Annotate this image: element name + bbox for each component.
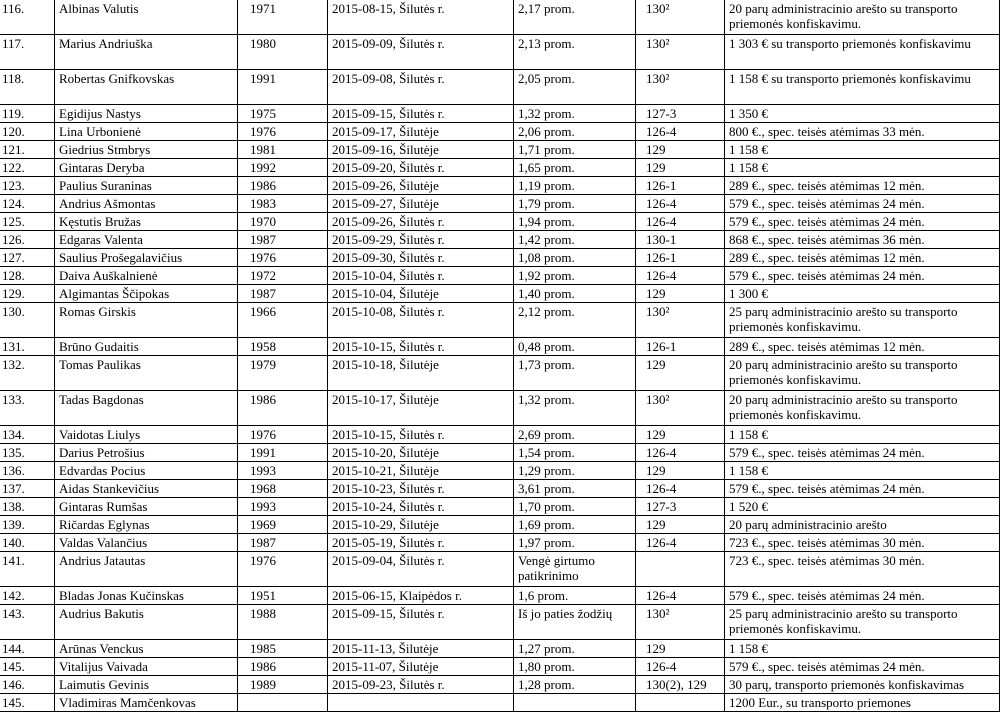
row-name: Saulius Prošegalavičius <box>55 249 238 267</box>
row-name: Lina Urbonienė <box>55 123 238 141</box>
row-date-place: 2015-09-26, Šilutėje <box>328 177 514 195</box>
row-name: Andrius Jatautas <box>55 552 238 587</box>
row-article: 130² <box>636 605 725 640</box>
row-penalty: 1 303 € su transporto priemonės konfiskavimu <box>725 35 1000 70</box>
row-name: Albinas Valutis <box>55 0 238 35</box>
row-number: 118. <box>0 70 55 105</box>
table-row <box>0 534 1000 552</box>
row-date-place: 2015-09-30, Šilutės r. <box>328 249 514 267</box>
row-number: 130. <box>0 303 55 338</box>
row-name: Gintaras Rumšas <box>55 498 238 516</box>
row-birth-year: 1992 <box>238 159 328 177</box>
row-penalty: 1 158 € <box>725 462 1000 480</box>
row-penalty: 20 parų administracinio arešto <box>725 516 1000 534</box>
row-name: Vaidotas Liulys <box>55 426 238 444</box>
table-row <box>0 676 1000 694</box>
row-promille: 1,42 prom. <box>514 231 636 249</box>
table-row <box>0 356 1000 391</box>
row-name: Brūno Gudaitis <box>55 338 238 356</box>
row-promille: 1,19 prom. <box>514 177 636 195</box>
row-number: 123. <box>0 177 55 195</box>
row-birth-year: 1987 <box>238 231 328 249</box>
row-article: 126-4 <box>636 480 725 498</box>
row-article: 129 <box>636 285 725 303</box>
row-promille: 2,12 prom. <box>514 303 636 338</box>
row-promille <box>514 694 636 712</box>
row-penalty: 579 €., spec. teisės atėmimas 24 mėn. <box>725 658 1000 676</box>
row-promille: 1,97 prom. <box>514 534 636 552</box>
row-promille: 1,54 prom. <box>514 444 636 462</box>
row-birth-year: 1980 <box>238 35 328 70</box>
row-article: 127-3 <box>636 105 725 123</box>
row-birth-year: 1976 <box>238 552 328 587</box>
row-name: Arūnas Venckus <box>55 640 238 658</box>
row-penalty: 1 158 € <box>725 426 1000 444</box>
row-birth-year <box>238 694 328 712</box>
row-penalty: 1 520 € <box>725 498 1000 516</box>
row-date-place: 2015-06-15, Klaipėdos r. <box>328 587 514 605</box>
row-birth-year: 1991 <box>238 70 328 105</box>
row-date-place: 2015-10-23, Šilutės r. <box>328 480 514 498</box>
row-penalty: 20 parų administracinio arešto su transporto priemonės konfiskavimu. <box>725 0 1000 35</box>
table-row <box>0 0 1000 35</box>
row-date-place: 2015-10-08, Šilutės r. <box>328 303 514 338</box>
row-article: 127-3 <box>636 498 725 516</box>
table-row <box>0 141 1000 159</box>
row-number: 117. <box>0 35 55 70</box>
row-name: Paulius Suraninas <box>55 177 238 195</box>
row-date-place: 2015-09-16, Šilutėje <box>328 141 514 159</box>
row-date-place: 2015-10-29, Šilutėje <box>328 516 514 534</box>
row-article: 129 <box>636 516 725 534</box>
row-date-place: 2015-10-17, Šilutėje <box>328 391 514 426</box>
row-date-place: 2015-05-19, Šilutės r. <box>328 534 514 552</box>
row-promille: 2,05 prom. <box>514 70 636 105</box>
row-date-place: 2015-09-15, Šilutės r. <box>328 605 514 640</box>
row-article: 130² <box>636 35 725 70</box>
row-penalty: 20 parų administracinio arešto su transporto priemonės konfiskavimu. <box>725 391 1000 426</box>
table-row <box>0 658 1000 676</box>
row-number: 136. <box>0 462 55 480</box>
row-birth-year: 1987 <box>238 534 328 552</box>
row-article: 126-4 <box>636 123 725 141</box>
row-birth-year: 1979 <box>238 356 328 391</box>
row-promille: 1,32 prom. <box>514 105 636 123</box>
row-number: 125. <box>0 213 55 231</box>
row-birth-year: 1993 <box>238 462 328 480</box>
row-penalty: 579 €., spec. teisės atėmimas 24 mėn. <box>725 444 1000 462</box>
row-number: 135. <box>0 444 55 462</box>
table-row <box>0 516 1000 534</box>
table-row <box>0 249 1000 267</box>
row-birth-year: 1976 <box>238 249 328 267</box>
table-row <box>0 213 1000 231</box>
row-number: 142. <box>0 587 55 605</box>
row-name: Andrius Ašmontas <box>55 195 238 213</box>
row-date-place: 2015-09-09, Šilutės r. <box>328 35 514 70</box>
row-date-place: 2015-09-17, Šilutėje <box>328 123 514 141</box>
row-article: 126-4 <box>636 534 725 552</box>
row-date-place: 2015-08-15, Šilutės r. <box>328 0 514 35</box>
row-name: Romas Girskis <box>55 303 238 338</box>
row-promille: 2,69 prom. <box>514 426 636 444</box>
row-number: 126. <box>0 231 55 249</box>
row-date-place: 2015-10-15, Šilutės r. <box>328 426 514 444</box>
row-name: Valdas Valančius <box>55 534 238 552</box>
row-article: 130-1 <box>636 231 725 249</box>
row-name: Bladas Jonas Kučinskas <box>55 587 238 605</box>
row-number: 144. <box>0 640 55 658</box>
row-number: 138. <box>0 498 55 516</box>
table-row <box>0 105 1000 123</box>
row-article: 130² <box>636 0 725 35</box>
row-penalty: 579 €., spec. teisės atėmimas 24 mėn. <box>725 195 1000 213</box>
row-promille: 1,79 prom. <box>514 195 636 213</box>
table-row <box>0 694 1000 712</box>
table-row <box>0 35 1000 70</box>
table-row <box>0 267 1000 285</box>
row-name: Kęstutis Bružas <box>55 213 238 231</box>
row-number: 143. <box>0 605 55 640</box>
row-number: 129. <box>0 285 55 303</box>
row-birth-year: 1988 <box>238 605 328 640</box>
row-date-place: 2015-10-20, Šilutėje <box>328 444 514 462</box>
row-date-place: 2015-10-04, Šilutėje <box>328 285 514 303</box>
row-name: Edgaras Valenta <box>55 231 238 249</box>
row-promille: 1,69 prom. <box>514 516 636 534</box>
row-birth-year: 1986 <box>238 658 328 676</box>
table-row <box>0 177 1000 195</box>
row-article <box>636 694 725 712</box>
table-row <box>0 480 1000 498</box>
row-promille: 2,06 prom. <box>514 123 636 141</box>
row-birth-year: 1975 <box>238 105 328 123</box>
row-penalty: 30 parų, transporto priemonės konfiskavimas <box>725 676 1000 694</box>
row-promille: 1,70 prom. <box>514 498 636 516</box>
row-article: 126-4 <box>636 267 725 285</box>
row-number: 121. <box>0 141 55 159</box>
row-number: 116. <box>0 0 55 35</box>
table-row <box>0 159 1000 177</box>
row-number: 137. <box>0 480 55 498</box>
row-penalty: 723 €., spec. teisės atėmimas 30 mėn. <box>725 534 1000 552</box>
row-number: 120. <box>0 123 55 141</box>
row-penalty: 800 €., spec. teisės atėmimas 33 mėn. <box>725 123 1000 141</box>
row-number: 132. <box>0 356 55 391</box>
row-penalty: 1 158 € su transporto priemonės konfiskavimu <box>725 70 1000 105</box>
row-date-place: 2015-09-26, Šilutės r. <box>328 213 514 231</box>
row-date-place: 2015-11-13, Šilutėje <box>328 640 514 658</box>
row-birth-year: 1972 <box>238 267 328 285</box>
row-date-place: 2015-09-20, Šilutės r. <box>328 159 514 177</box>
row-name: Daiva Auškalnienė <box>55 267 238 285</box>
row-promille: 1,28 prom. <box>514 676 636 694</box>
row-birth-year: 1969 <box>238 516 328 534</box>
table-row <box>0 338 1000 356</box>
row-promille: 1,80 prom. <box>514 658 636 676</box>
row-birth-year: 1976 <box>238 123 328 141</box>
row-birth-year: 1968 <box>238 480 328 498</box>
row-number: 131. <box>0 338 55 356</box>
row-article: 130² <box>636 303 725 338</box>
row-number: 146. <box>0 676 55 694</box>
row-date-place: 2015-10-21, Šilutėje <box>328 462 514 480</box>
row-date-place: 2015-09-15, Šilutės r. <box>328 105 514 123</box>
row-article: 130² <box>636 70 725 105</box>
row-number: 141. <box>0 552 55 587</box>
row-penalty: 1 158 € <box>725 159 1000 177</box>
row-name: Gintaras Deryba <box>55 159 238 177</box>
row-penalty: 25 parų administracinio arešto su transporto priemonės konfiskavimu. <box>725 605 1000 640</box>
row-penalty: 579 €., spec. teisės atėmimas 24 mėn. <box>725 587 1000 605</box>
row-penalty: 25 parų administracinio arešto su transporto priemonės konfiskavimu. <box>725 303 1000 338</box>
row-name: Laimutis Gevinis <box>55 676 238 694</box>
row-promille: Iš jo paties žodžių <box>514 605 636 640</box>
table-row <box>0 231 1000 249</box>
row-penalty: 289 €., spec. teisės atėmimas 12 mėn. <box>725 249 1000 267</box>
row-promille: 1,40 prom. <box>514 285 636 303</box>
row-article: 126-4 <box>636 658 725 676</box>
row-name: Algimantas Ščipokas <box>55 285 238 303</box>
row-name: Robertas Gnifkovskas <box>55 70 238 105</box>
row-date-place: 2015-10-15, Šilutės r. <box>328 338 514 356</box>
row-date-place: 2015-09-27, Šilutėje <box>328 195 514 213</box>
row-number: 124. <box>0 195 55 213</box>
row-birth-year: 1991 <box>238 444 328 462</box>
row-name: Edvardas Pocius <box>55 462 238 480</box>
row-penalty: 868 €., spec. teisės atėmimas 36 mėn. <box>725 231 1000 249</box>
row-birth-year: 1983 <box>238 195 328 213</box>
row-date-place: 2015-09-29, Šilutės r. <box>328 231 514 249</box>
row-article: 126-4 <box>636 213 725 231</box>
row-name: Marius Andriuška <box>55 35 238 70</box>
row-article: 126-1 <box>636 338 725 356</box>
row-number: 119. <box>0 105 55 123</box>
row-name: Tadas Bagdonas <box>55 391 238 426</box>
row-promille: 1,73 prom. <box>514 356 636 391</box>
table-row <box>0 552 1000 587</box>
row-number: 140. <box>0 534 55 552</box>
row-name: Audrius Bakutis <box>55 605 238 640</box>
row-article: 126-4 <box>636 587 725 605</box>
table-row <box>0 391 1000 426</box>
row-birth-year: 1970 <box>238 213 328 231</box>
row-birth-year: 1981 <box>238 141 328 159</box>
row-penalty: 579 €., spec. teisės atėmimas 24 mėn. <box>725 213 1000 231</box>
row-birth-year: 1985 <box>238 640 328 658</box>
row-number: 145. <box>0 694 55 712</box>
row-article: 129 <box>636 159 725 177</box>
row-penalty: 579 €., spec. teisės atėmimas 24 mėn. <box>725 480 1000 498</box>
row-promille: Vengė girtumo patikrinimo <box>514 552 636 587</box>
row-promille: 2,17 prom. <box>514 0 636 35</box>
row-birth-year: 1993 <box>238 498 328 516</box>
row-number: 122. <box>0 159 55 177</box>
row-birth-year: 1958 <box>238 338 328 356</box>
row-article: 129 <box>636 356 725 391</box>
table-row <box>0 70 1000 105</box>
row-article: 129 <box>636 640 725 658</box>
row-name: Giedrius Stmbrys <box>55 141 238 159</box>
row-name: Vitalijus Vaivada <box>55 658 238 676</box>
row-penalty: 289 €., spec. teisės atėmimas 12 mėn. <box>725 177 1000 195</box>
row-article: 126-4 <box>636 444 725 462</box>
row-number: 133. <box>0 391 55 426</box>
row-date-place: 2015-10-24, Šilutės r. <box>328 498 514 516</box>
row-birth-year: 1951 <box>238 587 328 605</box>
table-row <box>0 285 1000 303</box>
row-date-place: 2015-11-07, Šilutėje <box>328 658 514 676</box>
row-number: 145. <box>0 658 55 676</box>
row-article: 129 <box>636 462 725 480</box>
row-penalty: 1 158 € <box>725 141 1000 159</box>
row-promille: 3,61 prom. <box>514 480 636 498</box>
row-number: 139. <box>0 516 55 534</box>
row-promille: 2,13 prom. <box>514 35 636 70</box>
row-birth-year: 1986 <box>238 177 328 195</box>
row-promille: 1,71 prom. <box>514 141 636 159</box>
row-date-place <box>328 694 514 712</box>
row-name: Darius Petrošius <box>55 444 238 462</box>
row-article: 129 <box>636 141 725 159</box>
table-row <box>0 640 1000 658</box>
row-name: Egidijus Nastys <box>55 105 238 123</box>
table-row <box>0 462 1000 480</box>
row-birth-year: 1976 <box>238 426 328 444</box>
row-promille: 0,48 prom. <box>514 338 636 356</box>
row-number: 128. <box>0 267 55 285</box>
row-name: Vladimiras Mamčenkovas <box>55 694 238 712</box>
row-promille: 1,94 prom. <box>514 213 636 231</box>
row-date-place: 2015-10-18, Šilutėje <box>328 356 514 391</box>
row-penalty: 289 €., spec. teisės atėmimas 12 mėn. <box>725 338 1000 356</box>
table-row <box>0 587 1000 605</box>
row-article: 126-1 <box>636 177 725 195</box>
row-number: 134. <box>0 426 55 444</box>
table-row <box>0 444 1000 462</box>
row-birth-year: 1987 <box>238 285 328 303</box>
row-promille: 1,32 prom. <box>514 391 636 426</box>
row-number: 127. <box>0 249 55 267</box>
row-penalty: 1 350 € <box>725 105 1000 123</box>
row-date-place: 2015-09-04, Šilutės r. <box>328 552 514 587</box>
row-promille: 1,29 prom. <box>514 462 636 480</box>
row-article: 126-4 <box>636 195 725 213</box>
row-penalty: 723 €., spec. teisės atėmimas 30 mėn. <box>725 552 1000 587</box>
row-article: 130(2), 129 <box>636 676 725 694</box>
table-row <box>0 498 1000 516</box>
row-birth-year: 1989 <box>238 676 328 694</box>
row-date-place: 2015-09-08, Šilutės r. <box>328 70 514 105</box>
row-promille: 1,6 prom. <box>514 587 636 605</box>
table-row <box>0 605 1000 640</box>
row-name: Ričardas Eglynas <box>55 516 238 534</box>
table-row <box>0 195 1000 213</box>
row-promille: 1,92 prom. <box>514 267 636 285</box>
table-row <box>0 123 1000 141</box>
row-article: 130² <box>636 391 725 426</box>
row-promille: 1,27 prom. <box>514 640 636 658</box>
row-penalty: 1 300 € <box>725 285 1000 303</box>
row-article: 129 <box>636 426 725 444</box>
row-birth-year: 1971 <box>238 0 328 35</box>
row-date-place: 2015-10-04, Šilutės r. <box>328 267 514 285</box>
row-penalty: 1 158 € <box>725 640 1000 658</box>
table-row <box>0 426 1000 444</box>
row-name: Tomas Paulikas <box>55 356 238 391</box>
row-penalty: 1200 Eur., su transporto priemones <box>725 694 1000 712</box>
row-name: Aidas Stankevičius <box>55 480 238 498</box>
row-promille: 1,65 prom. <box>514 159 636 177</box>
row-article: 126-1 <box>636 249 725 267</box>
row-penalty: 579 €., spec. teisės atėmimas 24 mėn. <box>725 267 1000 285</box>
row-date-place: 2015-09-23, Šilutės r. <box>328 676 514 694</box>
row-promille: 1,08 prom. <box>514 249 636 267</box>
table-row <box>0 303 1000 338</box>
row-penalty: 20 parų administracinio arešto su transporto priemonės konfiskavimu. <box>725 356 1000 391</box>
row-birth-year: 1966 <box>238 303 328 338</box>
row-article <box>636 552 725 587</box>
row-birth-year: 1986 <box>238 391 328 426</box>
